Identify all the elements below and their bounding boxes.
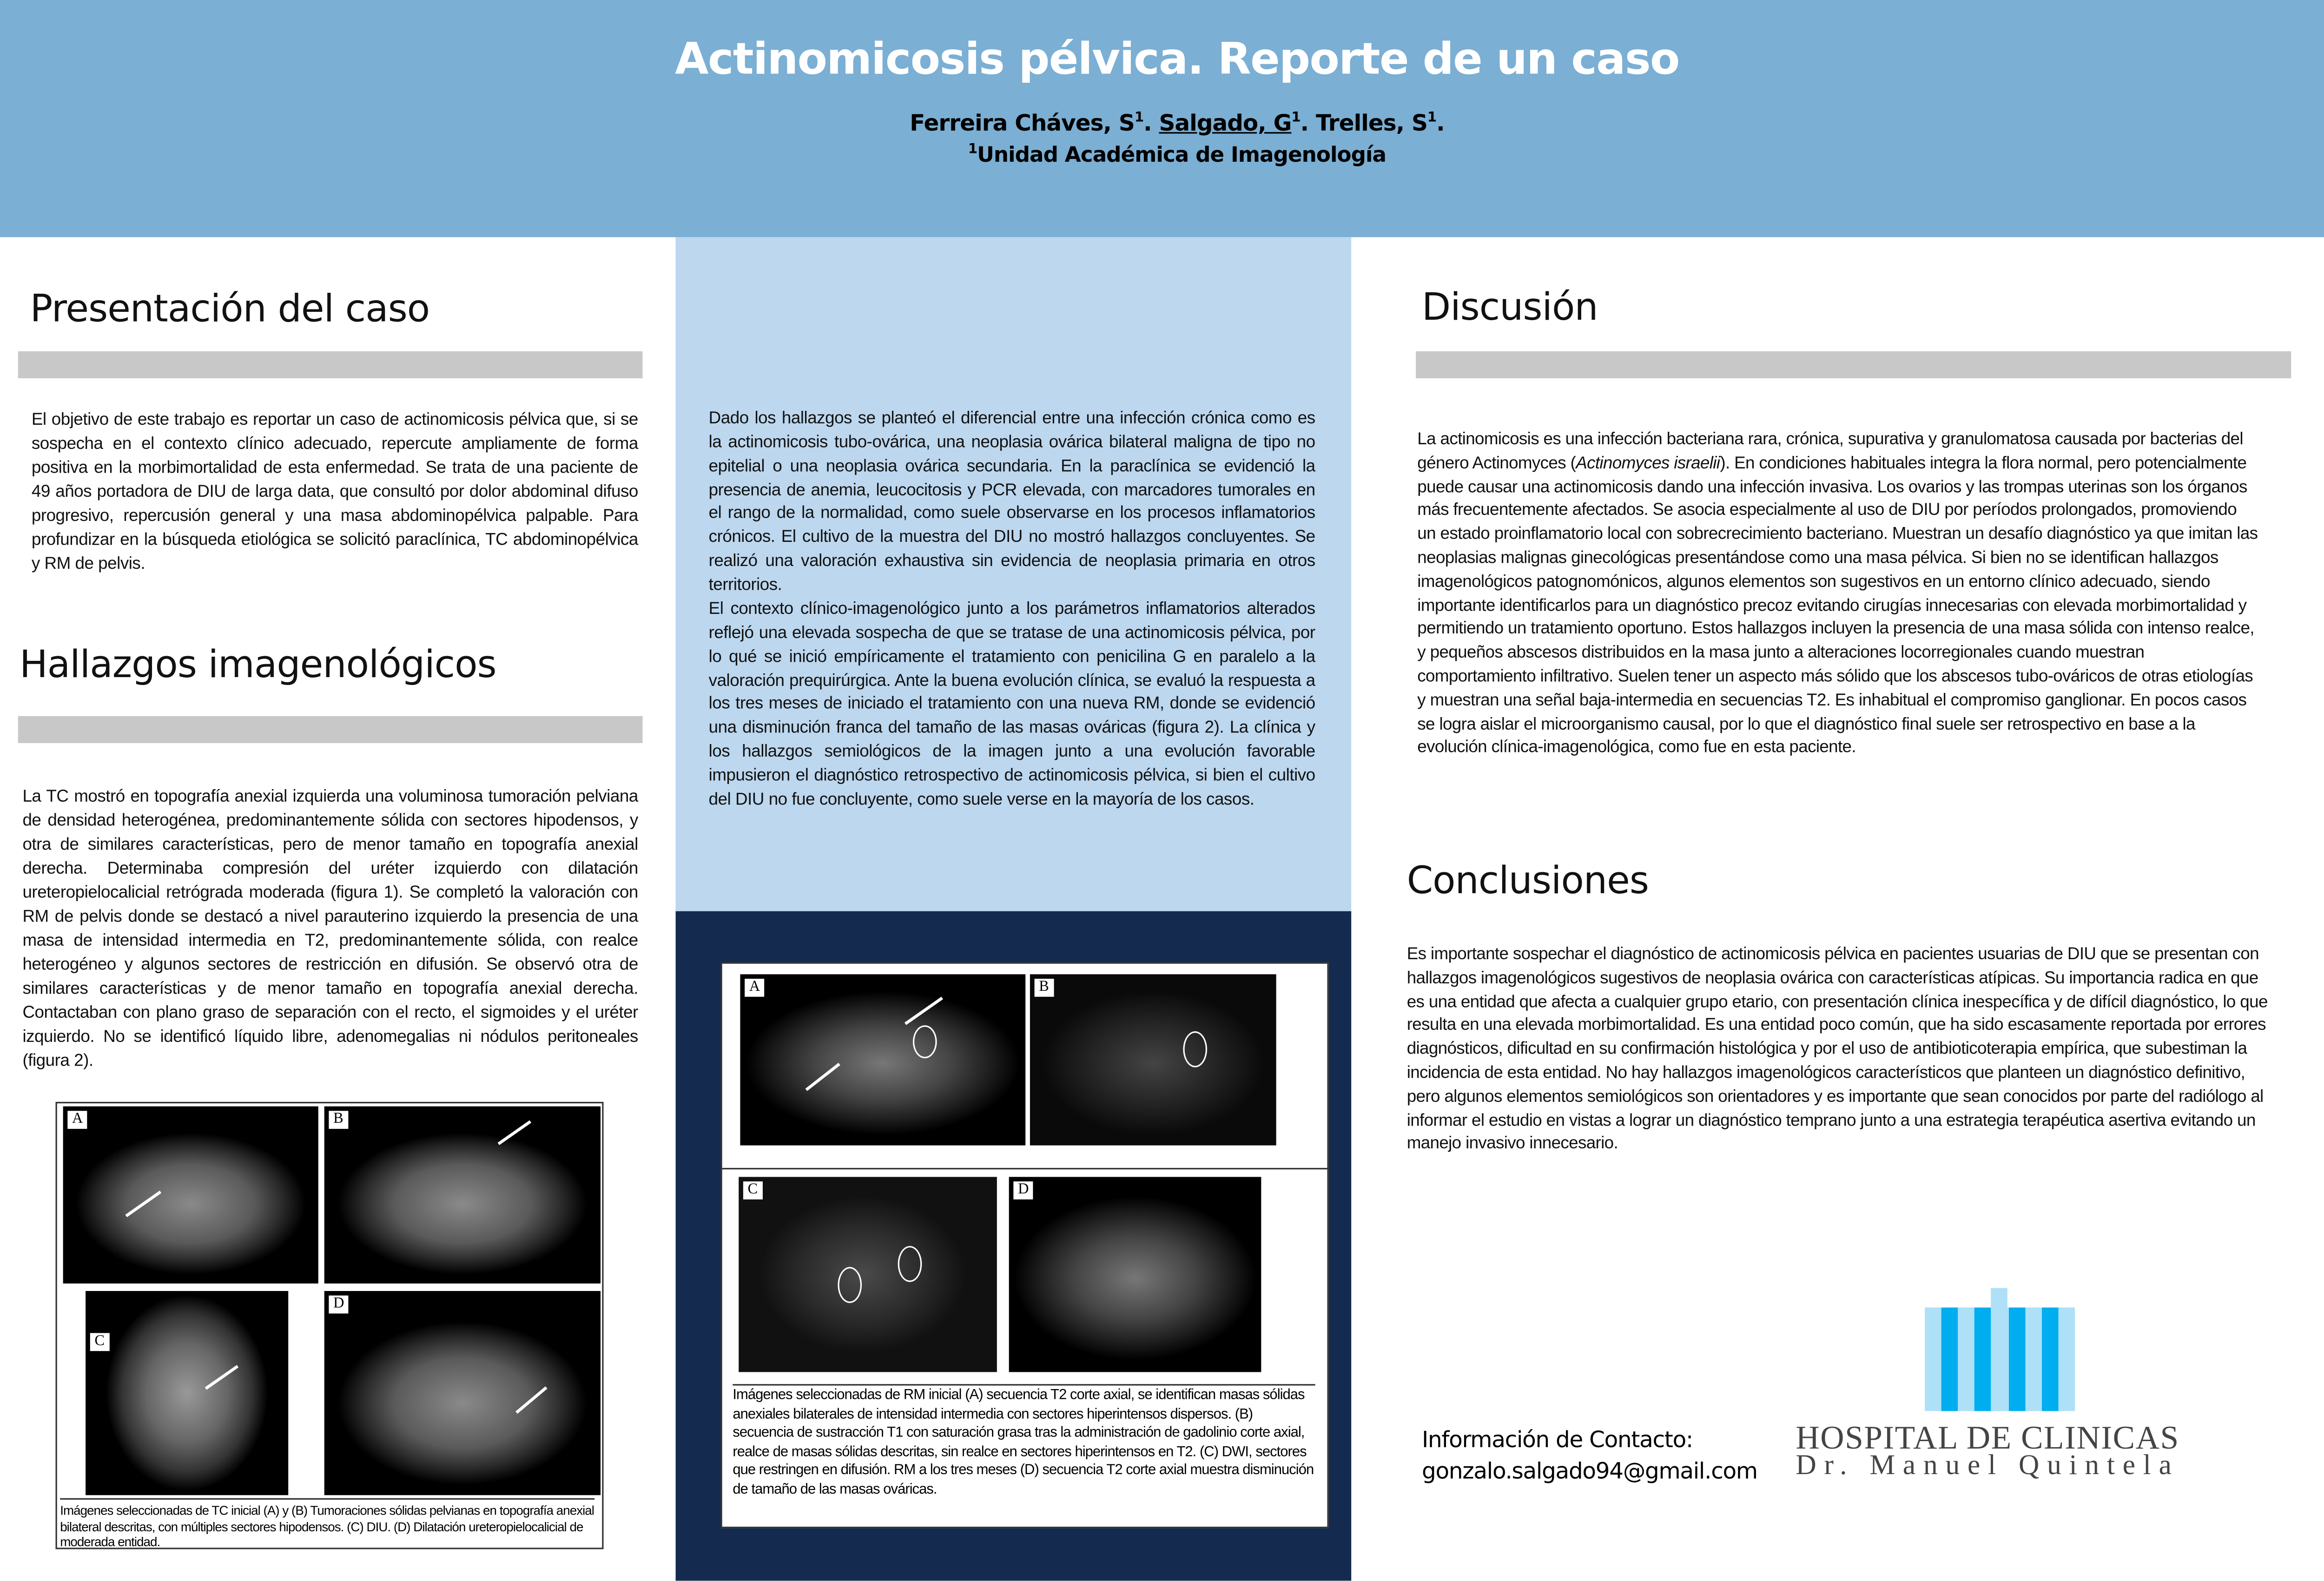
- author-list: [0, 110, 2324, 137]
- affiliation: [0, 143, 2324, 168]
- panel-label: D: [1013, 1181, 1033, 1199]
- section-divider: [1416, 351, 2291, 378]
- discusion-text: La actinomicosis es una infección bacteriana rara, crónica, supurativa y granulomatosa causada por bacterias del género Actinomyces (: [1417, 431, 2243, 473]
- species-name: Actinomyces israelii: [1576, 455, 1720, 473]
- author: Ferreira Cháves, S: [910, 109, 1135, 137]
- mri-image-a: [740, 974, 1025, 1145]
- author-separator: .: [1300, 109, 1316, 137]
- arrow-marker: [205, 1365, 239, 1390]
- arrow-marker: [498, 1120, 532, 1145]
- section-heading-conclusiones: Conclusiones: [1406, 858, 1649, 902]
- arrow-marker: [905, 997, 943, 1025]
- arrow-marker: [125, 1191, 161, 1217]
- arrow-marker: [805, 1063, 840, 1091]
- hospital-logo-icon: [1925, 1288, 2075, 1411]
- mri-image-c: [739, 1177, 997, 1372]
- poster-header: [0, 0, 2324, 237]
- figure-divider: [722, 1168, 1327, 1169]
- section-heading-hallazgos: Hallazgos imagenológicos: [19, 642, 496, 686]
- panel-label: C: [90, 1333, 109, 1351]
- ct-image-a: [63, 1107, 318, 1284]
- logo-line-1: HOSPITAL DE CLINICAS: [1796, 1418, 2179, 1456]
- middle-paragraph-1: Dado los hallazgos se planteó el diferencial entre una infección crónica como es la actinomicosis tubo-ovárica, una neoplasia ovárica bilateral maligna de tipo no epitelial o una neoplasia ovárica secundaria. En la paraclínica se evidenció la presencia de anemia, leucocitosis y PCR elevada, con marcadores tumorales en el rango de la normalidad, como suele observarse en los procesos inflamatorios crónicos. El cultivo de la muestra del DIU no mostró hallazgos concluyentes. Se realizó una valoración exhaustiva sin evidencia de neoplasia primaria en otros territorios.: [708, 409, 1315, 594]
- author-separator: .: [1436, 109, 1445, 137]
- lesion-marker: [1183, 1031, 1207, 1067]
- discusion-body: [1417, 429, 2258, 761]
- panel-label: D: [329, 1296, 349, 1314]
- contact-label: Información de Contacto:: [1421, 1426, 1693, 1453]
- author-affiliation-mark: 1: [1134, 111, 1144, 126]
- mri-image-b: [1030, 974, 1276, 1145]
- ct-image-d: [324, 1291, 601, 1495]
- author: Trelles, S: [1316, 109, 1427, 137]
- logo-line-2: Dr. Manuel Quintela: [1796, 1450, 2179, 1482]
- affiliation-text: Unidad Académica de Imagenología: [977, 143, 1386, 168]
- conclusiones-body: Es importante sospechar el diagnóstico de actinomicosis pélvica en pacientes usuarias de DIU que se presentan con hallazgos imagenológicos sugestivos de neoplasia ovárica con características atípicas. Su importancia radica en que es una entidad que afecta a cualquier grupo etario, con presentación clínica inespecífica y de difícil diagnóstico, lo que resulta en una elevada morbimortalidad. Es una entidad poco común, que ha sido escasamente reportada por errores diagnósticos, dificultad en su confirmación histológica y por el uso de antibioticoterapia empírica, que subestiman la incidencia de esta entidad. No hay hallazgos imagenológicos característicos que planteen un diagnóstico definitivo, pero algunos elementos semiológicos son orientadores y es importante que sean conocidos por parte del radiólogo al informar el estudio en vistas a lograr un diagnóstico temprano junto a una estrategia terapéutica asertiva evitando un manejo invasivo innecesario.: [1406, 946, 2268, 1154]
- section-divider: [18, 351, 643, 378]
- author-affiliation-mark: 1: [1291, 111, 1301, 126]
- author-separator: .: [1143, 109, 1159, 137]
- figure-2-caption: Imágenes seleccionadas de RM inicial (A) secuencia T2 corte axial, se identifican masas sólidas anexiales bilaterales de intensidad intermedia con sectores hiperintensos dispersos. (B) secuencia de sustracción T1 con saturación grasa tras la administración de gadolinio corte axial, realce de masas sólidas descritas, sin realce en sectores hiperintensos en T2. (C) DWI, sectores que restringen en difusión. RM a los tres meses (D) secuencia T2 corte axial muestra disminución de tamaño de las masas ováricas.: [733, 1384, 1315, 1501]
- discusion-text: ). En condiciones habituales integra la flora normal, pero potencialmente puede causar una actinomicosis dando una infección invasiva. Los ovarios y las trompas uterinas son los órganos más frecuentemente afectados. Se asocia especialmente al uso de DIU por períodos prolongados, promoviendo un estado proinflamatorio local con sobrecrecimiento bacteriano. Muestran un desafío diagnóstico ya que imitan las neoplasias malignas ginecológicas presentándose como una masa pélvica. Si bien no se identifican hallazgos imagenológicos patognomónicos, algunos elementos son sugestivos en un entorno clínico adecuado, siendo importante identificarlos para un diagnóstico precoz evitando cirugías innecesarias con elevada morbimortalidad y permitiendo un tratamiento oportuno. Estos hallazgos incluyen la presencia de una masa sólida con intenso realce, y pequeños abscesos distribuidos en la masa junto a alteraciones locorregionales cuando muestran comportamiento infiltrativo. Suelen tener un aspecto más sólido que los abscesos tubo-ováricos de otras etiologías y muestran una señal baja-intermedia en secuencias T2. Es inhabitual el compromiso ganglionar. En pocos casos se logra aislar el microorganismo causal, por lo que el diagnóstico final suele ser retrospectivo en base a la evolución clínica-imagenológica, como fue en esta paciente.: [1417, 455, 2258, 758]
- lesion-marker: [898, 1246, 922, 1282]
- author-affiliation-mark: 1: [1427, 111, 1437, 126]
- author-presenting: Salgado, G: [1159, 109, 1292, 137]
- section-heading-presentacion: Presentación del caso: [30, 286, 430, 330]
- panel-label: A: [67, 1111, 87, 1129]
- middle-paragraph-2: El contexto clínico-imagenológico junto a los parámetros inflamatorios alterados reflejó una elevada sospecha de que se tratase de una actinomicosis pélvica, por lo qué se inició empíricamente el tratamiento con penicilina G en paralelo a la valoración prequirúrgica. Ante la buena evolución clínica, se evaluó la respuesta a los tres meses de iniciado el tratamiento con una nueva RM, donde se evidenció una disminución franca del tamaño de las masas ováricas (figura 2). La clínica y los hallazgos semiológicos de la imagen junto a una evolución favorable impusieron el diagnóstico retrospectivo de actinomicosis pélvica, si bien el cultivo del DIU no fue concluyente, como suele verse en la mayoría de los casos.: [708, 600, 1315, 809]
- hallazgos-body: La TC mostró en topografía anexial izquierda una voluminosa tumoración pelviana de densidad heterogénea, predominantemente sólida con sectores hipodensos, y otra de similares características, pero de menor tamaño en topografía anexial derecha. Determinaba compresión del uréter izquierdo con dilatación ureteropielocalicial retrógrada moderada (figura 1). Se completó la valoración con RM de pelvis donde se destacó a nivel parauterino izquierdo la presencia de una masa de intensidad intermedia en T2, predominantemente sólida, con realce heterogéneo y algunos sectores de restricción en difusión. Se observó otra de similares características y de menor tamaño en topografía anexial derecha. Contactaban con plano graso de separación con el recto, el sigmoides y el uréter izquierdo. No se identificó líquido libre, adenomegalias ni nódulos peritoneales (figura 2).: [22, 788, 638, 1071]
- lesion-marker: [913, 1025, 937, 1058]
- affiliation-mark: 1: [968, 142, 977, 158]
- figure-1-ct: [56, 1102, 604, 1549]
- lesion-marker: [838, 1267, 862, 1303]
- ct-image-b: [324, 1107, 601, 1284]
- poster-title: Actinomicosis pélvica. Reporte de un caso: [675, 33, 1679, 84]
- presentacion-body: El objetivo de este trabajo es reportar un caso de actinomicosis pélvica que, si se sospecha en el contexto clínico adecuado, repercute ampliamente de forma positiva en la morbimortalidad de esta enfermedad. Se trata de una paciente de 49 años portadora de DIU de larga data, que consultó por dolor abdominal difuso progresivo, repercusión general y una masa abdominopélvica palpable. Para profundizar en la búsqueda etiológica se solicitó paraclínica, TC abdominopélvica y RM de pelvis.: [31, 411, 638, 573]
- arrow-marker: [515, 1386, 547, 1414]
- figure-2-mri: [720, 962, 1328, 1528]
- ct-image-c: [86, 1291, 288, 1495]
- figure-1-caption: Imágenes seleccionadas de TC inicial (A) y (B) Tumoraciones sólidas pelvianas en topografía anexial bilateral descritas, con múltiples sectores hipodensos. (C) DIU. (D) Dilatación ureteropielocalicial de moderada entidad.: [60, 1498, 594, 1550]
- mri-image-d: [1009, 1177, 1261, 1372]
- section-heading-discusion: Discusión: [1421, 285, 1598, 329]
- panel-label: C: [743, 1181, 762, 1199]
- contact-info: [1422, 1424, 1757, 1488]
- contact-email[interactable]: gonzalo.salgado94@gmail.com: [1421, 1457, 1757, 1485]
- panel-label: B: [1035, 979, 1054, 997]
- section-divider: [18, 716, 643, 743]
- panel-label: A: [745, 979, 765, 997]
- panel-label: B: [329, 1111, 348, 1129]
